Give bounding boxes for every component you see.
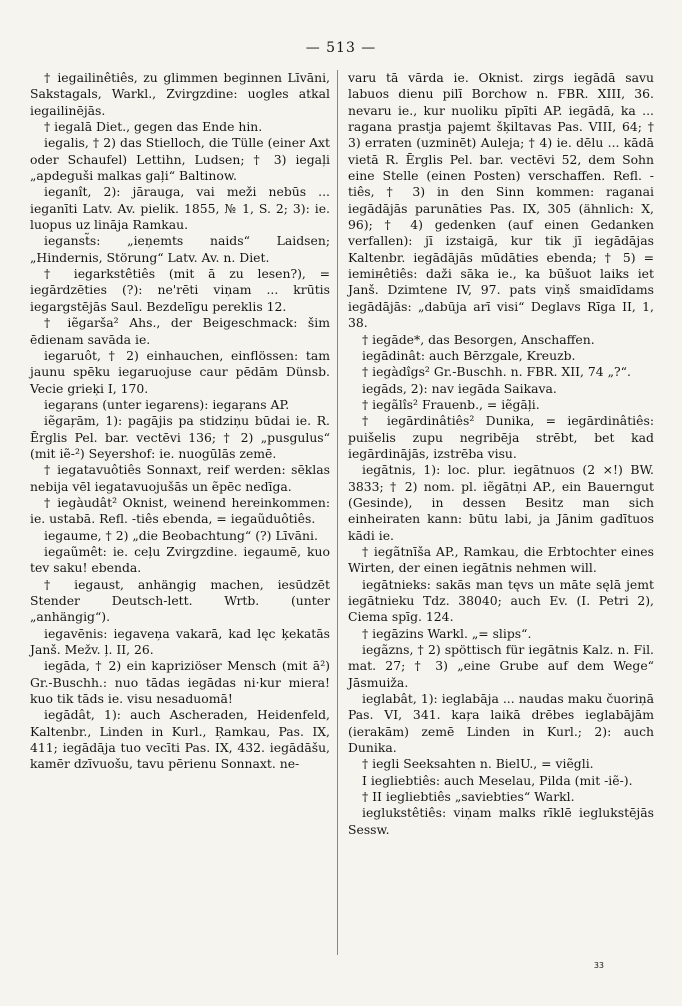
- dictionary-entry: iegādinât: auch Bērzgale, Kreuzb.: [362, 347, 576, 363]
- dictionary-entry: iegātnieks: sakās man tęvs un māte sęlā jemt iegātnieku Tdz. 38040; auch Ev. (I. Petri 2), Ciema spīg. 124.: [348, 576, 654, 625]
- dictionary-entry: varu tā vārda ie. Oknist. zirgs iegādā savu labuos dienu pilī Borchow n. FBR. XIII, 36. nevaru ie., kur nuoliku pīpīti AP. iegādā, ka ... ragana prastja pajemt šķiltavas Pas. VIII, 64; † 3) erraten (uzminēt) Auleja; † 4) ie. dēlu ... kādā vietā R. Ērglis Pel. bar. vectēvi 52, dem Sohn eine Stelle (einen Posten) verschaffen. Refl. -tiês, † 3) in den Sinn kommen: raganai iegādājās parunāties Pas. IX, 305 (ähnlich: X, 96); † 4) gedenken (auf einen Gedanken verfallen): jī izstaigā, kur tik jī iegādājas Kaltenbr. iegādājās mūdāties ebenda; † 5) = iemінêtiês: daži sāka ie., ka būšuot laiks iet Janš. Dzimtene IV, 97. pats viņš smaidīdams iegādājās: „dabūja arī visi“ Deglavs Rīga II, 1, 38.: [348, 70, 654, 331]
- dictionary-entry: † iegailinêtiês, zu glimmen beginnen Līvāni, Sakstagals, Warkl., Zvirgzdine: uogles atkal iegailinējās.: [30, 70, 330, 118]
- dictionary-entry: ieglabât, 1): ieglabāja ... naudas maku čuoriņā Pas. VI, 341. kaŗa laikā drēbes ieglabājām (ierakām) zemē Linden in Kurl.; 2): auch Dunika.: [348, 691, 654, 756]
- dictionary-entry: iegaume, † 2) „die Beobachtung“ (?) Līvāni.: [44, 527, 318, 543]
- dictionary-entry: iegaruôt, † 2) einhauchen, einflössen: tam jaunu spēku iegaruojuse caur pēdām Dünsb. Vecie grieķi I, 170.: [30, 347, 330, 396]
- dictionary-entry: iegaũmêt: ie. ceļu Zvirgzdine. iegaumē, kuo tev saku! ebenda.: [30, 543, 330, 576]
- dictionary-entry: iegãzns, † 2) spöttisch für iegātnis Kalz. n. Fil. mat. 27; † 3) „eine Grube auf dem Wege“ Jāsmuiža.: [348, 642, 654, 690]
- left-column: [30, 70, 330, 773]
- dictionary-entry: iegalis, † 2) das Stielloch, die Tülle (einer Axt oder Schaufel) Lettihn, Ludsen; † 3) iegaļi „apdeguši malkas gaļi“ Baltinow.: [30, 135, 330, 184]
- dictionary-entry: iegādât, 1): auch Ascheraden, Heidenfeld, Kaltenbr., Linden in Kurl., Ŗamkau, Pas. IX, 411; iegādāja tuo vecīti Pas. IX, 432. iegādāšu, kamēr dzīvuošu, tavu pērienu Sonnaxt. ne-: [30, 707, 330, 772]
- dictionary-entry: † iegāde*, das Besorgen, Anschaffen.: [362, 331, 595, 347]
- dictionary-entry: iegaŗans (unter iegarens): iegaŗans AP.: [44, 396, 290, 412]
- dictionary-entry: † iegaust, anhängig machen, iesūdzēt Stender Deutsch-lett. Wrtb. (unter „anhängig“).: [30, 576, 330, 625]
- dictionary-entry: † iegãtnīša AP., Ramkau, die Erbtochter eines Wirten, der einen iegātnis nehmen will.: [348, 543, 654, 576]
- dictionary-entry: † iegli Seeksahten n. BielU., = viẽgli.: [362, 756, 594, 772]
- dictionary-entry: ieganît, 2): jārauga, vai meži nebūs ... ieganīti Latv. Av. pielik. 1855, № 1, S. 2; 3): ie. luopus uz lināja Ramkau.: [30, 184, 330, 233]
- right-column: [348, 70, 654, 838]
- dictionary-entry: I iegliebtiês: auch Meselau, Pilda (mit -iẽ-).: [362, 772, 633, 788]
- dictionary-entry: † iẽgarša² Ahs., der Beigeschmack: šim ēdienam savāda ie.: [30, 315, 330, 347]
- dictionary-entry: iẽgaŗām, 1): pagājis pa stidziņu būdai ie. R. Ērglis Pel. bar. vectēvi 136; † 2) „pusgulus“ (mit iẽ-²) Seyershof: ie. nuogūlās zemē.: [30, 413, 330, 461]
- dictionary-entry: ieglukstêtiês: viņam malks rīklē ieglukstējās Sessw.: [348, 805, 654, 837]
- dictionary-entry: † iegatavuôtiês Sonnaxt, reif werden: sēklas nebija vēl iegatavuojušās un ẽpēc nedīga.: [30, 462, 330, 494]
- column-divider: [337, 70, 338, 955]
- dictionary-entry: † iegàdîgs² Gr.-Buschh. n. FBR. XII, 74 „?“.: [362, 364, 631, 380]
- dictionary-entry: † iegāzins Warkl. „= slips“.: [362, 625, 532, 641]
- dictionary-entry: † iegarkstêtiês (mit ā zu lesen?), = iegārdzēties (?): ne'rēti viņam ... krūtis iegargstējās Saul. Bezdelīgu pereklis 12.: [30, 266, 330, 314]
- printer-signature: 33: [593, 961, 604, 970]
- dictionary-entry: † iegalā Diet., gegen das Ende hin.: [44, 119, 263, 135]
- dictionary-entry: † II iegliebtiês „saviebties“ Warkl.: [362, 789, 575, 805]
- dictionary-entry: iegātnis, 1): loc. plur. iegātnuos (2 ×!) BW. 3833; † 2) nom. pl. iẽgātņi AP., ein Bauerngut (Gesinde), in dessen Besitz man sich einheiraten kann: būtu labi, ja Jānim gadītuos kādi ie.: [348, 462, 654, 543]
- dictionary-entry: iegāds, 2): nav iegāda Saikava.: [362, 380, 557, 396]
- dictionary-entry: † iegārdinâtiês² Dunika, = iegārdinâtiês: puišelis zupu negribēja strēbt, bet kad iegārdinājās, izstrēba visu.: [348, 413, 654, 461]
- dictionary-entry: iegavēnis: iegaveņa vakarā, kad lęc ķekatās Janš. Mežv. ļ. II, 26.: [30, 625, 330, 658]
- page-number: — 513 —: [305, 40, 377, 56]
- dictionary-entry: iegāda, † 2) ein kapriziöser Mensch (mit ā²) Gr.-Buschh.: nuo tādas iegādas ni·kur miera! kuo tik tāds ie. visu nesaduomā!: [30, 658, 330, 707]
- dictionary-entry: † iegãlîs² Frauenb., = iẽgāļi.: [362, 396, 540, 412]
- dictionary-entry: ieganst̃s: „ieņemts naids“ Laidsen; „Hindernis, Störung“ Latv. Av. n. Diet.: [30, 233, 330, 265]
- dictionary-entry: † iegàudât² Oknist, weinend hereinkommen: ie. ustabā. Refl. -tiês ebenda, = iegaũduôtiês.: [30, 494, 330, 527]
